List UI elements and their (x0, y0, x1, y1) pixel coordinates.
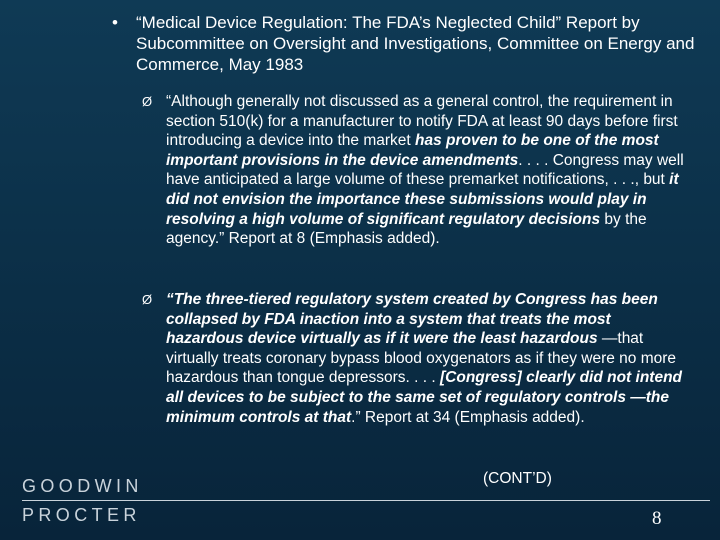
quote-1-part-1: “Although generally not discussed as a general control, the requirement in section 510(k) for a manufacturer to notify FDA at least 90 days before first introducing a device into the market (166, 93, 678, 150)
sub-bullet-quote-2 (142, 290, 690, 427)
quote-1-emphasis-1: has proven to be one of the most important provisions in the device amendments (166, 132, 659, 169)
logo-divider (22, 500, 710, 501)
page-number: 8 (652, 508, 662, 529)
quote-2-emphasis-1: “The three-tiered regulatory system created by Congress has been collapsed by FDA inaction into a system that treats the most hazardous device virtually as if it were the least hazardous (166, 291, 658, 348)
quote-1-part-3: by the agency.” Report at 8 (Emphasis added). (166, 210, 647, 248)
sub-bullet-quote-1 (142, 92, 690, 249)
continued-label: (CONT’D) (483, 470, 552, 487)
logo-procter: PROCTER (22, 505, 141, 525)
quote-1-part-2: . . . . Congress may well have anticipated a large volume of these premarket notifications, . . ., but (166, 151, 684, 189)
bullet-icon: • (112, 13, 118, 32)
quote-2-part-2: .” Report at 34 (Emphasis added). (351, 408, 585, 426)
main-bullet-text: “Medical Device Regulation: The FDA’s Neglected Child” Report by Subcommittee on Oversight and Investigations, Committee on Energy and Commerce, May 1983 (136, 13, 695, 74)
quote-2-emphasis-2: [Congress] clearly did not intend all devices to be subject to the same set of regulatory controls —the minimum controls at that (166, 369, 683, 426)
arrow-bullet-icon: Ø (142, 94, 153, 109)
main-bullet (112, 12, 697, 75)
quote-1-text (166, 92, 690, 249)
quote-1-emphasis-2: it did not envision the importance these submissions would play in resolving a high volume of significant regulatory decisions (166, 171, 679, 228)
logo-goodwin: GOODWIN (22, 476, 143, 496)
quote-2-part-1: —that virtually treats coronary bypass blood oxygenators as if they were no more hazardous than tongue depressors. . . . (166, 330, 677, 387)
quote-2-text (166, 290, 690, 427)
arrow-bullet-icon: Ø (142, 292, 153, 307)
